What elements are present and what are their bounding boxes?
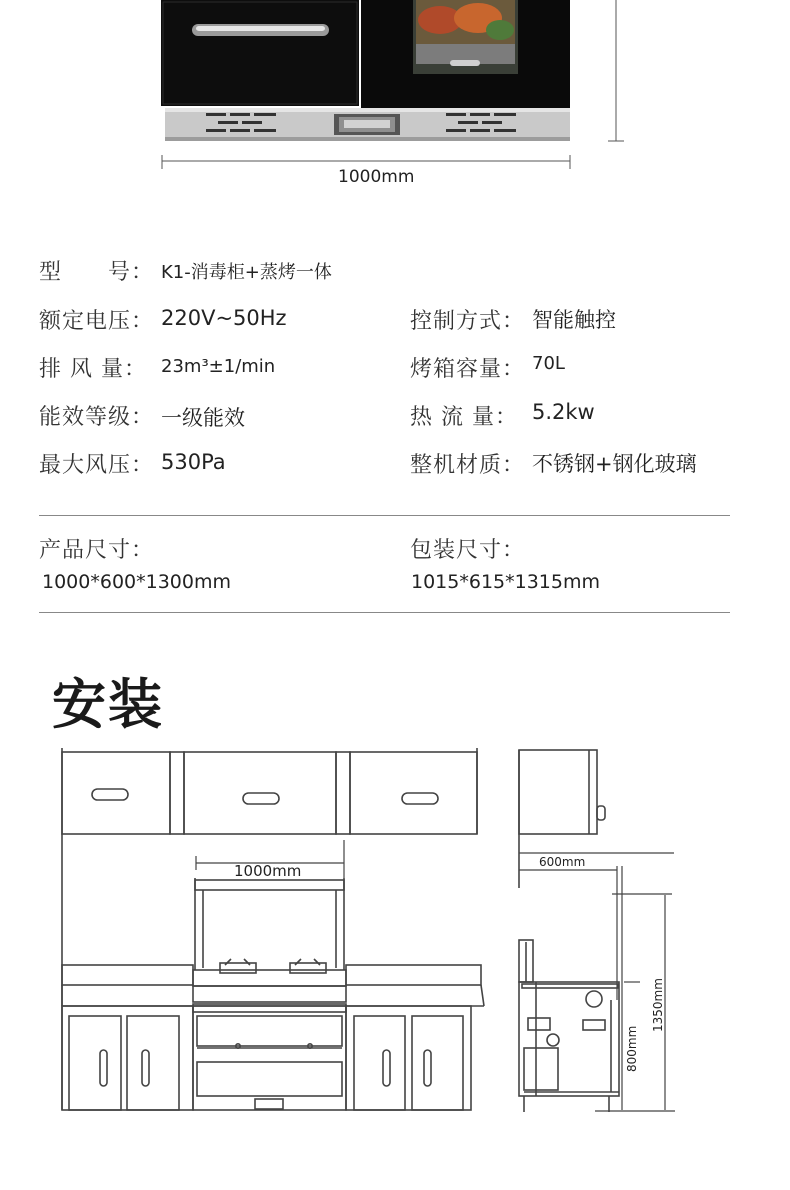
material-label: 整机材质： [410, 453, 526, 478]
voltage-value: 220V~50Hz [161, 306, 287, 330]
model-value: K1-消毒柜+蒸烤一体 [161, 262, 332, 283]
exhaust-label: 排 风 量： [39, 357, 147, 382]
oven-value: 70L [532, 353, 565, 374]
product-width-label: 1000mm [338, 167, 415, 187]
divider-bottom [39, 612, 730, 613]
divider-top [39, 515, 730, 516]
pressure-value: 530Pa [161, 450, 226, 474]
heat-label: 热 流 量： [410, 405, 518, 430]
product-size-value: 1000*600*1300mm [42, 571, 231, 593]
efficiency-label: 能效等级： [39, 405, 155, 430]
oven-label: 烤箱容量： [410, 357, 526, 382]
control-value: 智能触控 [532, 308, 616, 332]
side-height-total-label: 1350mm [651, 978, 665, 1032]
side-height-counter-label: 800mm [625, 1025, 639, 1072]
model-label: 型 号： [39, 260, 155, 285]
exhaust-value: 23m³±1/min [161, 356, 276, 377]
package-size-value: 1015*615*1315mm [411, 571, 600, 593]
control-label: 控制方式： [410, 309, 526, 334]
package-size-label: 包装尺寸： [410, 538, 526, 563]
pressure-label: 最大风压： [39, 453, 155, 478]
install-diagram [0, 740, 790, 1180]
efficiency-value: 一级能效 [161, 406, 245, 430]
side-depth-label: 600mm [539, 855, 586, 869]
voltage-label: 额定电压： [39, 309, 155, 334]
heat-value: 5.2kw [532, 400, 595, 424]
material-value: 不锈钢+钢化玻璃 [532, 452, 697, 476]
product-size-label: 产品尺寸： [39, 538, 155, 563]
install-title: 安装 [52, 673, 164, 736]
front-width-label: 1000mm [234, 862, 302, 880]
